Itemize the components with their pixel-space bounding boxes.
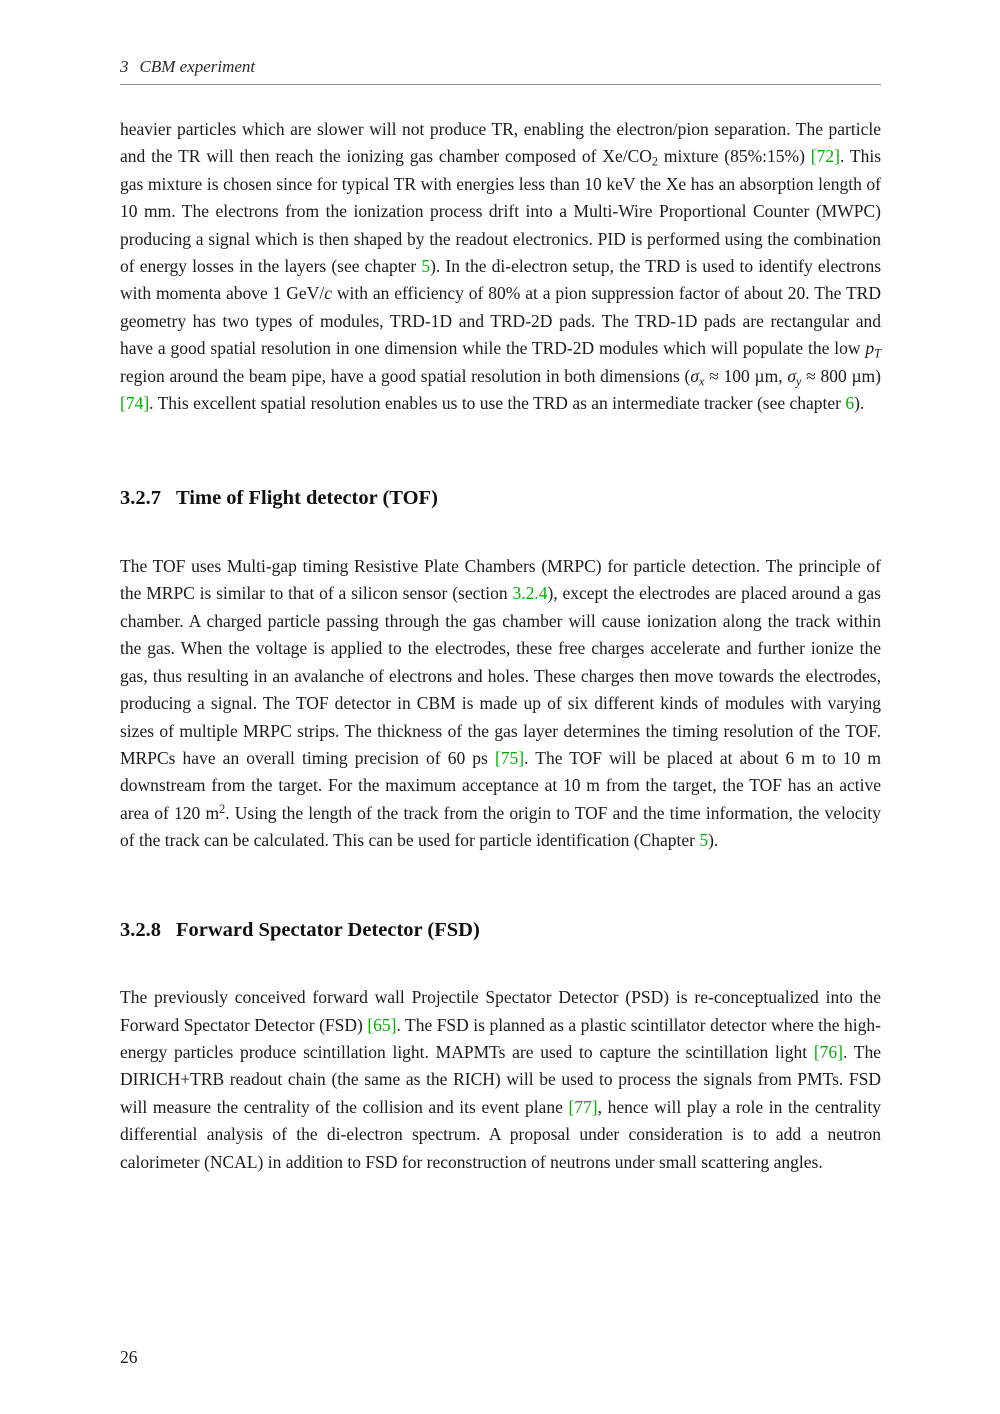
- text-run: p: [865, 338, 875, 359]
- paragraph-trd-continuation: [120, 116, 881, 417]
- text-run: σ: [787, 365, 796, 386]
- text-run: . This gas mixture is chosen since for typical TR with energies less than 10 keV the Xe has an absorption length of 10 mm. The electrons from the ionization process drift into a Multi-Wire Proportional Counter (MWPC) producing a signal which is then shaped by the readout electronics. PID is performed using the combination of energy losses in the layers (see chapter: [120, 146, 882, 277]
- paragraph-fsd: [120, 984, 881, 1176]
- text-run: c: [324, 283, 332, 304]
- ref-link[interactable]: [74]: [120, 393, 150, 414]
- section-title-fsd: Forward Spectator Detector (FSD): [176, 918, 480, 941]
- text-run: The TOF uses Multi-gap timing Resistive Plate Chambers (MRPC) for particle detection. The principle of the MRPC is similar to that of a silicon sensor (section: [120, 556, 881, 604]
- text-run: ). In the di-electron setup, the TRD is used to identify electrons with momenta above 1 GeV/: [120, 256, 882, 304]
- section-number-fsd: 3.2.8: [120, 918, 161, 941]
- header-rule: [120, 84, 881, 85]
- text-run: region around the beam pipe, have a good spatial resolution in both dimensions (: [120, 365, 691, 386]
- page-number: 26: [120, 1347, 138, 1367]
- text-run: . This excellent spatial resolution enables us to use the TRD as an intermediate tracker (see chapter: [149, 393, 846, 414]
- text-run: . Using the length of the track from the origin to TOF and the time information, the velocity of the track can be calculated. This can be used for particle identification (Chapter: [120, 802, 881, 851]
- text-run: y: [795, 374, 802, 389]
- text-run: . The FSD is planned as a plastic scintillator detector where the high-energy particles produce scintillation light. MAPMTs are used to capture the scintillation light: [120, 1014, 881, 1062]
- section-heading-fsd: [120, 918, 881, 943]
- section-heading-tof: [120, 486, 881, 511]
- ref-link[interactable]: 6: [845, 393, 855, 414]
- text-run: x: [699, 374, 705, 389]
- text-run: T: [874, 346, 881, 361]
- paragraph-tof: [120, 553, 881, 854]
- text-run: ≈ 100 µm,: [704, 365, 788, 386]
- ref-link[interactable]: [76]: [813, 1041, 843, 1062]
- text-run: 2: [219, 801, 226, 816]
- ref-link[interactable]: 5: [421, 256, 431, 277]
- section-title-tof: Time of Flight detector (TOF): [176, 487, 438, 510]
- text-run: . The TOF will be placed at about 6 m to 10 m downstream from the target. For the maximum acceptance at 10 m from the target, the TOF has an active area of 120 m: [120, 747, 881, 823]
- chapter-number: 3: [120, 57, 129, 76]
- text-run: mixture (85%:15%): [658, 146, 811, 167]
- text-run: 2: [651, 154, 659, 169]
- text-run: σ: [690, 365, 700, 386]
- text-run: ).: [708, 830, 719, 851]
- ref-link[interactable]: 5: [699, 830, 709, 851]
- text-run: The previously conceived forward wall Projectile Spectator Detector (PSD) is re-conceptualized into the Forward Spectator Detector (FSD): [120, 987, 881, 1035]
- ref-link[interactable]: [65]: [367, 1014, 397, 1035]
- text-run: ), except the electrodes are placed around a gas chamber. A charged particle passing through the gas chamber will cause ionization along the track within the gas. When the voltage is applied to the electrodes, these free charges accelerate and further ionize the gas, thus resulting in an avalanche of electrons and holes. These charges then move towards the electrodes, producing a signal. The TOF detector in CBM is made up of six different kinds of modules with varying sizes of multiple MRPC strips. The thickness of the gas layer determines the timing resolution of the TOF. MRPCs have an overall timing precision of 60 ps: [120, 583, 881, 768]
- ref-link[interactable]: [72]: [810, 146, 840, 167]
- running-header: [120, 57, 881, 77]
- text-run: , hence will play a role in the centrality differential analysis of the di-electron spectrum. A proposal under consideration is to add a neutron calorimeter (NCAL) in addition to FSD for reconstruction of neutrons under small scattering angles.: [120, 1096, 882, 1172]
- chapter-title: CBM experiment: [139, 57, 256, 76]
- section-number-tof: 3.2.7: [120, 487, 161, 510]
- ref-link[interactable]: [77]: [568, 1096, 598, 1117]
- text-run: . The DIRICH+TRB readout chain (the same as the RICH) will be used to process the signals from PMTs. FSD will measure the centrality of the collision and its event plane: [120, 1041, 881, 1117]
- text-run: with an efficiency of 80% at a pion suppression factor of about 20. The TRD geometry has two types of modules, TRD-1D and TRD-2D pads. The TRD-1D pads are rectangular and have a good spatial resolution in one dimension while the TRD-2D modules which will populate the low: [120, 283, 881, 359]
- text-run: ≈ 800 µm): [801, 365, 881, 386]
- ref-link[interactable]: 3.2.4: [512, 583, 548, 604]
- ref-link[interactable]: [75]: [494, 747, 525, 768]
- text-run: heavier particles which are slower will not produce TR, enabling the electron/pion separation. The particle and the TR will then reach the ionizing gas chamber composed of Xe/CO: [120, 119, 881, 167]
- text-run: ).: [854, 393, 865, 414]
